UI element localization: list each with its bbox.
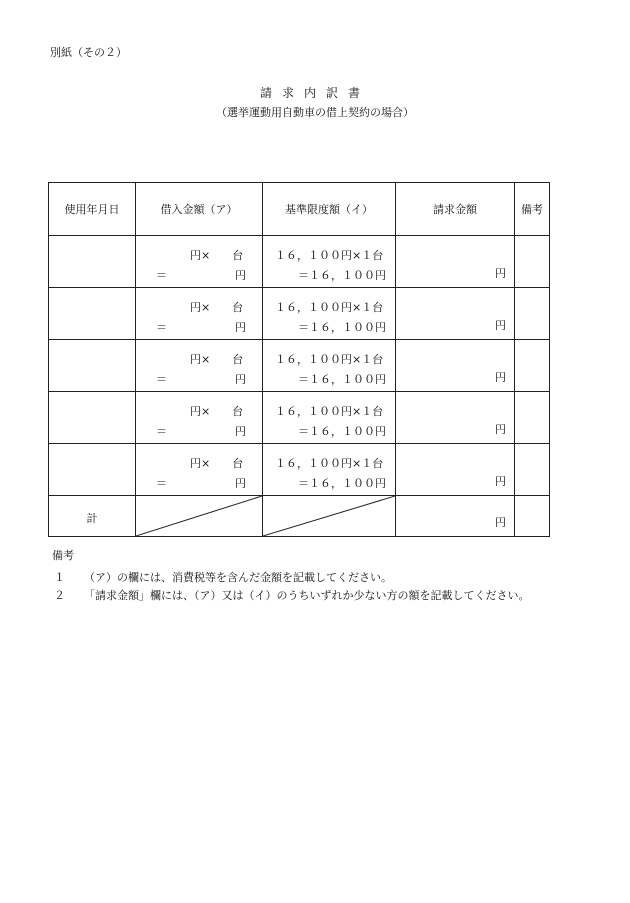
total-row: [49, 496, 550, 537]
table-row: [49, 340, 550, 392]
limit-result: ＝１６，１００円: [298, 477, 386, 490]
claim-yen: 円: [495, 475, 506, 488]
limit-formula: １６，１００円×１台: [275, 301, 384, 314]
table-header-row: [49, 183, 550, 236]
rental-equals: ＝: [156, 269, 167, 282]
notes-heading: 備考: [52, 549, 74, 562]
total-claim-yen: 円: [495, 516, 506, 529]
rental-yen: 円: [235, 321, 246, 334]
rental-equals: ＝: [156, 373, 167, 386]
date-cell[interactable]: [49, 392, 136, 444]
note-item: [54, 587, 530, 605]
note-text: 「請求金額」欄には、（ア）又は（イ）のうちいずれか少ない方の額を記載してください。: [84, 589, 530, 602]
rental-unit-count: 円× 台: [190, 405, 244, 418]
note-text: （ア）の欄には、消費税等を含んだ金額を記載してください。: [84, 571, 392, 584]
rental-equals: ＝: [156, 321, 167, 334]
limit-amount-cell: [263, 288, 396, 340]
total-rental-cell-struck: [136, 496, 263, 537]
date-cell[interactable]: [49, 340, 136, 392]
rental-amount-cell[interactable]: [136, 444, 263, 496]
rental-equals: ＝: [156, 425, 167, 438]
remarks-cell[interactable]: [515, 340, 550, 392]
remarks-cell[interactable]: [515, 444, 550, 496]
rental-yen: 円: [235, 269, 246, 282]
claim-amount-cell[interactable]: [396, 392, 515, 444]
claim-amount-cell[interactable]: [396, 340, 515, 392]
limit-result: ＝１６，１００円: [298, 425, 386, 438]
notes-section: [52, 547, 530, 605]
claim-yen: 円: [495, 423, 506, 436]
page-subtitle: （選挙運動用自動車の借上契約の場合）: [216, 106, 414, 119]
claim-amount-cell[interactable]: [396, 236, 515, 288]
rental-yen: 円: [235, 477, 246, 490]
limit-amount-cell: [263, 340, 396, 392]
limit-formula: １６，１００円×１台: [275, 405, 384, 418]
rental-amount-cell[interactable]: [136, 288, 263, 340]
date-cell[interactable]: [49, 236, 136, 288]
limit-formula: １６，１００円×１台: [275, 353, 384, 366]
table-row: [49, 392, 550, 444]
claim-amount-cell[interactable]: [396, 288, 515, 340]
column-header-limit-amount: 基準限度額（イ）: [263, 183, 396, 236]
claim-amount-cell[interactable]: [396, 444, 515, 496]
rental-equals: ＝: [156, 477, 167, 490]
date-cell[interactable]: [49, 288, 136, 340]
column-header-remarks: 備考: [515, 183, 550, 236]
annex-label: 別紙（その２）: [50, 46, 127, 59]
limit-result: ＝１６，１００円: [298, 373, 386, 386]
limit-formula: １６，１００円×１台: [275, 457, 384, 470]
rental-unit-count: 円× 台: [190, 353, 244, 366]
table-row: [49, 236, 550, 288]
table-row: [49, 444, 550, 496]
column-header-claim-amount: 請求金額: [396, 183, 515, 236]
rental-amount-cell[interactable]: [136, 340, 263, 392]
rental-amount-cell[interactable]: [136, 236, 263, 288]
total-limit-cell-struck: [263, 496, 396, 537]
claim-yen: 円: [495, 267, 506, 280]
remarks-cell[interactable]: [515, 236, 550, 288]
limit-result: ＝１６，１００円: [298, 321, 386, 334]
rental-amount-cell[interactable]: [136, 392, 263, 444]
limit-amount-cell: [263, 392, 396, 444]
rental-yen: 円: [235, 373, 246, 386]
limit-result: ＝１６，１００円: [298, 269, 386, 282]
total-remarks-cell[interactable]: [515, 496, 550, 537]
limit-formula: １６，１００円×１台: [275, 249, 384, 262]
claim-breakdown-table: [48, 182, 550, 537]
note-item: [54, 569, 530, 587]
note-number: １: [54, 571, 65, 584]
total-claim-cell[interactable]: [396, 496, 515, 537]
total-label: 計: [86, 512, 98, 525]
rental-yen: 円: [235, 425, 246, 438]
column-header-date: 使用年月日: [49, 183, 136, 236]
limit-amount-cell: [263, 236, 396, 288]
remarks-cell[interactable]: [515, 392, 550, 444]
limit-amount-cell: [263, 444, 396, 496]
page-title: 請求内訳書: [259, 86, 370, 100]
diagonal-strike-line: [263, 496, 395, 536]
column-header-rental-amount: 借入金額（ア）: [136, 183, 263, 236]
total-label-cell: [49, 496, 136, 537]
rental-unit-count: 円× 台: [190, 249, 244, 262]
claim-yen: 円: [495, 371, 506, 384]
table-row: [49, 288, 550, 340]
diagonal-strike-line: [136, 496, 262, 536]
date-cell[interactable]: [49, 444, 136, 496]
claim-yen: 円: [495, 319, 506, 332]
rental-unit-count: 円× 台: [190, 457, 244, 470]
note-number: ２: [54, 589, 65, 602]
remarks-cell[interactable]: [515, 288, 550, 340]
rental-unit-count: 円× 台: [190, 301, 244, 314]
